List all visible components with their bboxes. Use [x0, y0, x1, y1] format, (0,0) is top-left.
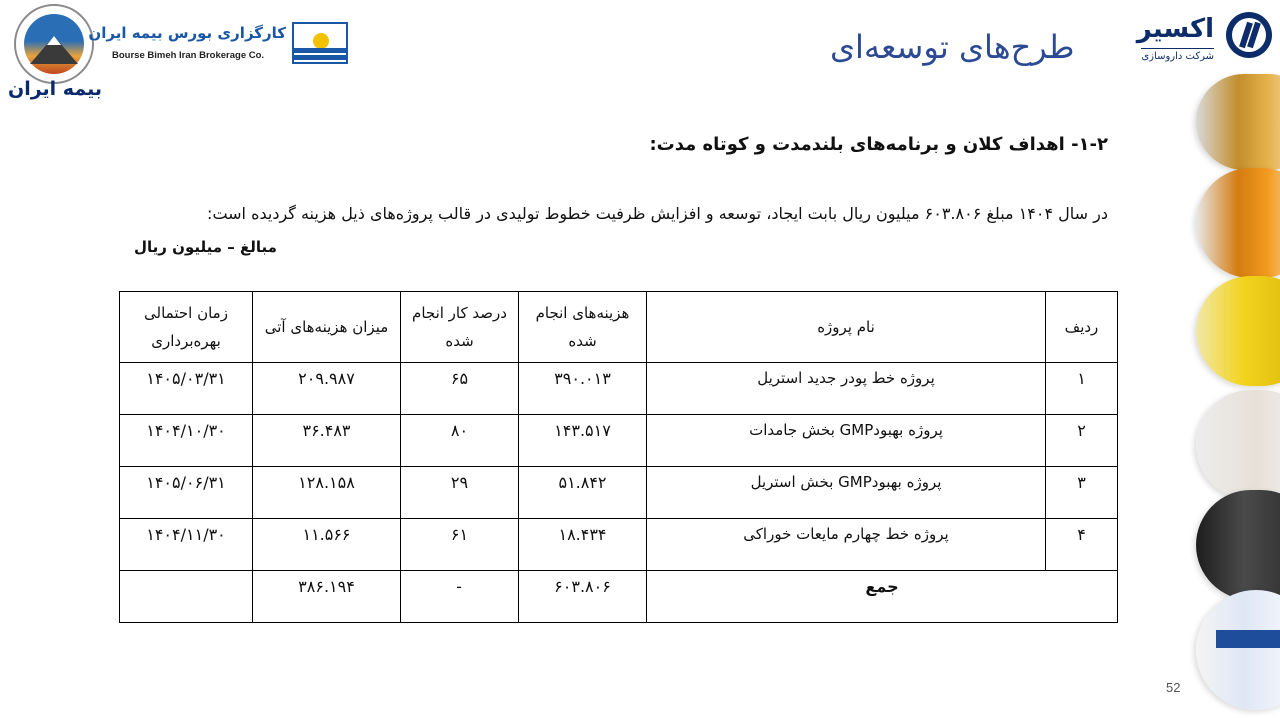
cell-project-name: پروژه بهبودGMP بخش جامدات: [647, 415, 1046, 467]
product-ampoule-image: [1196, 490, 1280, 600]
iran-insurance-name: بیمه ایران: [8, 78, 102, 100]
exir-badge-icon: [1226, 12, 1272, 58]
header-radif: ردیف: [1046, 292, 1118, 363]
cell-radif: ۴: [1046, 519, 1118, 571]
iran-insurance-logo: [6, 4, 102, 100]
cell-project-name: پروژه بهبودGMP بخش استریل: [647, 467, 1046, 519]
iran-insurance-seal-icon: [14, 4, 94, 84]
cell-percent-done: ۶۱: [401, 519, 519, 571]
header-project-name: نام پروژه: [647, 292, 1046, 363]
cell-operation-date: ۱۴۰۴/۱۰/۳۰: [120, 415, 253, 467]
header-operation-date: زمان احتمالی بهره‌برداری: [120, 292, 253, 363]
slide-title: طرح‌های توسعه‌ای: [830, 28, 1075, 66]
cell-future-costs: ۳۶.۴۸۳: [253, 415, 401, 467]
broker-name-fa: کارگزاری بورس بیمه ایران: [88, 24, 286, 42]
page-number: 52: [1166, 680, 1181, 695]
cell-radif: ۲: [1046, 415, 1118, 467]
cell-future-costs: ۱۲۸.۱۵۸: [253, 467, 401, 519]
table-row: [120, 363, 1118, 415]
cell-operation-date: ۱۴۰۵/۰۳/۳۱: [120, 363, 253, 415]
section-heading: ۱-۲- اهداف کلان و برنامه‌های بلندمدت و کوتاه مدت:: [649, 134, 1108, 155]
table-row: [120, 467, 1118, 519]
projects-table: [119, 291, 1118, 623]
cell-costs-incurred: ۳۹۰.۰۱۳: [519, 363, 647, 415]
exir-logo: [1118, 14, 1214, 70]
product-bottle-image: [1196, 74, 1280, 170]
cell-percent-done: ۲۹: [401, 467, 519, 519]
exir-subtitle: شرکت داروسازی: [1141, 48, 1214, 62]
header-costs-incurred: هزینه‌های انجام شده: [519, 292, 647, 363]
unit-note: مبالغ – میلیون ریال: [134, 238, 277, 256]
cell-project-name: پروژه خط چهارم مایعات خوراکی: [647, 519, 1046, 571]
cell-costs-incurred: ۱۴۳.۵۱۷: [519, 415, 647, 467]
table-total-row: [120, 571, 1118, 623]
product-bottle-image: [1196, 168, 1280, 278]
cell-radif: ۱: [1046, 363, 1118, 415]
product-images-strip: [1196, 70, 1280, 720]
broker-name-en: Bourse Bimeh Iran Brokerage Co.: [112, 50, 265, 61]
exir-name: اکسیر: [1136, 14, 1214, 44]
table-row: [120, 519, 1118, 571]
cell-total-costs-incurred: ۶۰۳.۸۰۶: [519, 571, 647, 623]
cell-total-future-costs: ۳۸۶.۱۹۴: [253, 571, 401, 623]
cell-operation-date: ۱۴۰۴/۱۱/۳۰: [120, 519, 253, 571]
table-header-row: [120, 292, 1118, 363]
intro-paragraph: در سال ۱۴۰۴ مبلغ ۶۰۳.۸۰۶ میلیون ریال بابت ایجاد، توسعه و افزایش ظرفیت خطوط تولیدی در قالب پروژه‌های ذیل هزینه گردیده است:: [207, 204, 1108, 223]
sunrise-logo-icon: [292, 22, 348, 64]
cell-radif: ۳: [1046, 467, 1118, 519]
cell-percent-done: ۸۰: [401, 415, 519, 467]
cell-total-operation-date: [120, 571, 253, 623]
cell-total-percent-done: -: [401, 571, 519, 623]
broker-logo: [88, 22, 348, 66]
header-percent-done: درصد کار انجام شده: [401, 292, 519, 363]
cell-project-name: پروژه خط پودر جدید استریل: [647, 363, 1046, 415]
product-box-image: [1196, 390, 1280, 500]
cell-percent-done: ۶۵: [401, 363, 519, 415]
cell-future-costs: ۱۱.۵۶۶: [253, 519, 401, 571]
cell-total-label: جمع: [647, 571, 1118, 623]
cell-operation-date: ۱۴۰۵/۰۶/۳۱: [120, 467, 253, 519]
product-box-image: [1196, 276, 1280, 386]
product-box-image: [1196, 590, 1280, 710]
table-row: [120, 415, 1118, 467]
cell-costs-incurred: ۱۸.۴۳۴: [519, 519, 647, 571]
cell-costs-incurred: ۵۱.۸۴۲: [519, 467, 647, 519]
header-future-costs: میزان هزینه‌های آتی: [253, 292, 401, 363]
cell-future-costs: ۲۰۹.۹۸۷: [253, 363, 401, 415]
